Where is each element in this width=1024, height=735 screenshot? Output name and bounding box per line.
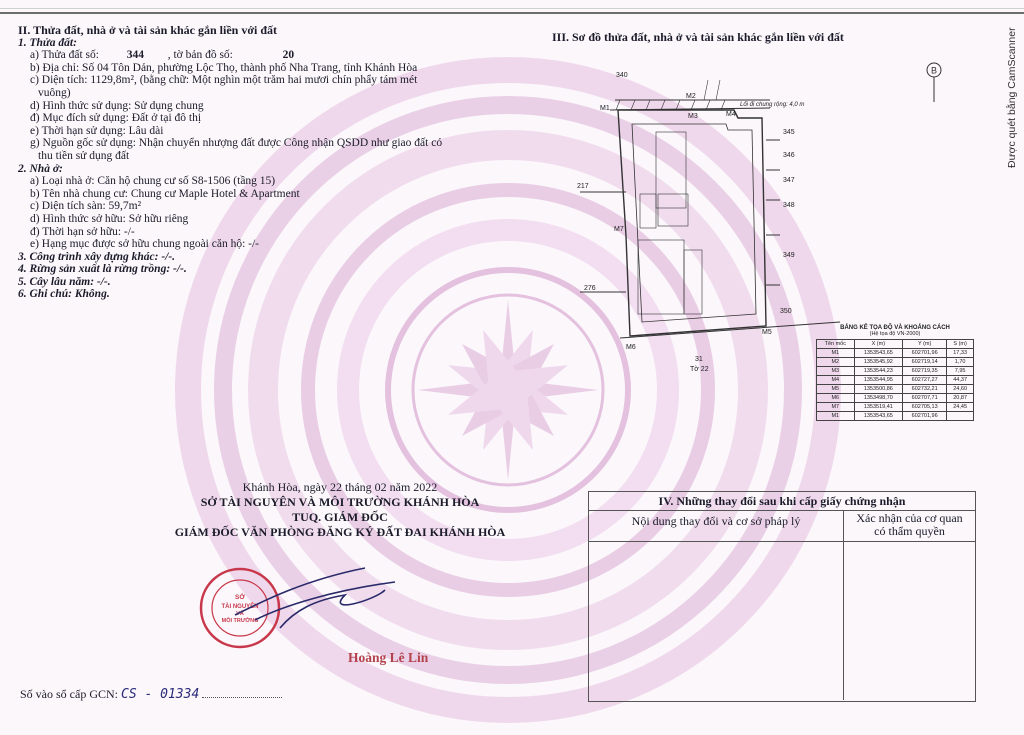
section3-title: III. Sơ đồ thửa đất, nhà ở và tài sản khác gắn liền với đất [552, 30, 844, 44]
ownership-term-line: đ) Thời hạn sở hữu: -/- [30, 225, 135, 238]
parcel-label-348: 348 [783, 202, 795, 209]
col-confirmation-line2: có thẩm quyền [874, 524, 945, 538]
usage-form-line: d) Hình thức sử dụng: Sử dụng chung [30, 99, 204, 112]
signature-block [120, 480, 560, 540]
parcel-label-349: 349 [783, 252, 795, 259]
authorization-line: TUQ. GIÁM ĐỐC [292, 510, 388, 524]
section-land-info [18, 24, 498, 301]
point-m1: M1 [600, 105, 610, 112]
section4-body [589, 542, 975, 700]
point-m7: M7 [614, 226, 624, 233]
svg-text:MÔI TRƯỜNG: MÔI TRƯỜNG [221, 618, 259, 624]
north-label: B [930, 65, 938, 76]
address-line: b) Địa chỉ: Số 04 Tôn Dản, phường Lộc Thọ, thành phố Nha Trang, tỉnh Khánh Hòa [30, 61, 418, 74]
ownership-form-line: d) Hình thức sở hữu: Sở hữu riêng [30, 212, 189, 225]
usage-purpose-line: đ) Mục đích sử dụng: Đất ở tại đô thị [30, 112, 202, 125]
sheet-label: Tờ 22 [690, 366, 709, 373]
point-m6: M6 [626, 344, 636, 351]
usage-origin-cont: thu tiền sử dụng đất [38, 149, 130, 162]
north-arrow-icon [924, 60, 944, 104]
svg-text:SỞ: SỞ [235, 594, 245, 601]
parcel-number-line [18, 49, 498, 62]
house-type-line: a) Loại nhà ở: Căn hộ chung cư số S8-1506 (tầng 15) [30, 175, 276, 188]
svg-text:TÀI NGUYÊN: TÀI NGUYÊN [221, 604, 259, 610]
col-change-content: Nội dung thay đổi và cơ sở pháp lý [589, 511, 844, 541]
parcel-label-217: 217 [577, 183, 589, 190]
top-border [0, 12, 1024, 14]
subsection-house: 2. Nhà ở: [18, 162, 63, 175]
parcel-label-31: 31 [695, 356, 703, 363]
table-row: M3 1353544,23 602719,35 7,95 [817, 367, 974, 376]
area-line-cont: vuông) [38, 86, 71, 99]
scanner-watermark [1006, 20, 1020, 170]
point-m2: M2 [686, 93, 696, 100]
section2-title: II. Thửa đất, nhà ở và tài sản khác gắn liền với đất [18, 23, 278, 37]
floor-area-line: c) Diện tích sàn: 59,7m² [30, 200, 142, 213]
table-row: M5 1353500,86 602732,21 24,60 [817, 385, 974, 394]
handwritten-signature [225, 560, 405, 640]
usage-term-line: e) Thời hạn sử dụng: Lâu dài [30, 124, 164, 137]
point-m4: M4 [726, 111, 736, 118]
table-row: M7 1353519,41 602705,13 24,45 [817, 403, 974, 412]
top-edge [0, 8, 1024, 9]
header-y: Y (m) [903, 340, 947, 349]
table-row: M1 1353543,65 602701,96 [817, 412, 974, 421]
header-point: Tên mốc [817, 340, 855, 349]
subsection-perennial: 5. Cây lâu năm: -/-. [18, 275, 111, 288]
point-m3: M3 [688, 113, 698, 120]
area-line: c) Diện tích: 1129,8m², (bằng chữ: Một nghìn một trăm hai mươi chín phẩy tám mét [30, 74, 418, 87]
issue-date: Khánh Hòa, ngày 22 tháng 02 năm 2022 [242, 480, 438, 494]
usage-origin-line: g) Nguồn gốc sử dụng: Nhận chuyển nhượng đất được Công nhận QSDD như giao đất có [30, 137, 443, 150]
signer-name: Hoàng Lê Lin [348, 650, 429, 665]
table-row: M1 1353543,65 602701,96 17,33 [817, 349, 974, 358]
table-row: M4 1353544,95 602727,27 44,37 [817, 376, 974, 385]
section4-title: IV. Những thay đổi sau khi cấp giấy chứng nhận [589, 492, 975, 511]
gcn-registry [20, 687, 282, 702]
map-sheet-value: 20 [282, 49, 295, 62]
col-confirmation [844, 511, 975, 541]
scanner-text: Được quét bằng CamScanner [1006, 27, 1018, 168]
subsection-land-parcel: 1. Thửa đất: [18, 36, 77, 49]
change-content-cell [589, 542, 844, 700]
coord-table-subtitle: (Hệ tọa độ VN-2000) [869, 331, 921, 337]
parcel-label-276: 276 [584, 285, 596, 292]
table-row: M6 1353498,70 602707,71 20,87 [817, 394, 974, 403]
header-x: X (m) [854, 340, 903, 349]
col-confirmation-line1: Xác nhận của cơ quan [856, 511, 963, 525]
office-title: GIÁM ĐỐC VĂN PHÒNG ĐĂNG KÝ ĐẤT ĐAI KHÁNH HÒA [174, 525, 506, 539]
subsection-forest: 4. Rừng sản xuất là rừng trồng: -/-. [18, 263, 187, 276]
point-m5: M5 [762, 329, 772, 336]
gcn-number: CS - 01334 [121, 687, 200, 702]
parcel-number-value: 344 [126, 49, 144, 62]
header-s: S (m) [947, 340, 974, 349]
section4-changes [588, 491, 976, 702]
subsection-other-works: 3. Công trình xây dựng khác: -/-. [18, 250, 176, 263]
road-label: Lối đi chung rộng: 4,0 m [740, 102, 805, 108]
section4-columns [589, 511, 975, 542]
building-name-line: b) Tên nhà chung cư: Chung cư Maple Hotel & Apartment [30, 187, 300, 200]
parcel-label-347: 347 [783, 177, 795, 184]
parcel-label-345: 345 [783, 129, 795, 136]
coordinate-table [816, 325, 974, 421]
parcel-label-340: 340 [616, 72, 628, 79]
table-row: M2 1353545,92 602719,14 1,70 [817, 358, 974, 367]
svg-text:VÀ: VÀ [236, 611, 244, 617]
map-sheet-label: , tờ bản đồ số: [167, 49, 233, 62]
parcel-label-346: 346 [783, 152, 795, 159]
coord-table-header [817, 340, 974, 349]
subsection-notes: 6. Ghi chú: Không. [18, 288, 110, 301]
issuing-department: SỞ TÀI NGUYÊN VÀ MÔI TRƯỜNG KHÁNH HÒA [200, 495, 480, 509]
parcel-number-label: a) Thửa đất số: [30, 49, 99, 62]
shared-items-line: e) Hạng mục được sở hữu chung ngoài căn hộ: -/- [30, 238, 260, 251]
parcel-label-350: 350 [780, 308, 792, 315]
coord-table-title: BẢNG KÊ TỌA ĐỘ VÀ KHOẢNG CÁCH [840, 325, 950, 331]
gcn-label: Số vào sổ cấp GCN: [20, 687, 118, 701]
